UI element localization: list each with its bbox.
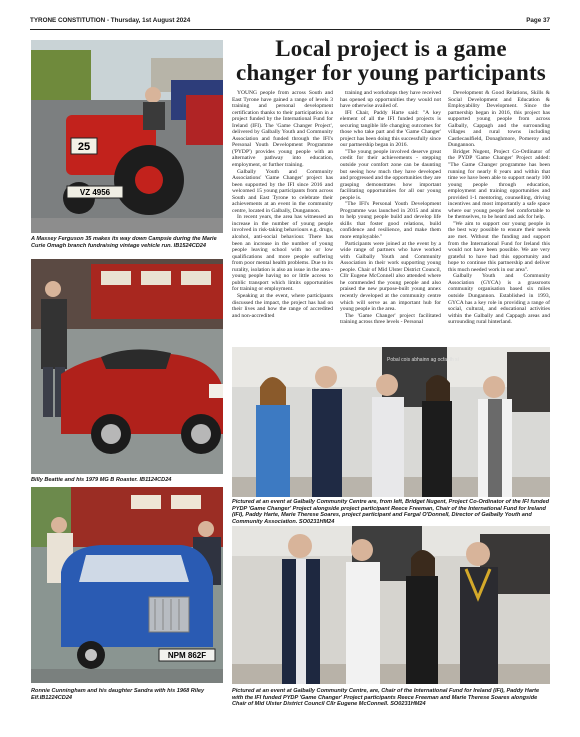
group-photo-2-caption: Pictured at an event at Galbally Community Centre, are, Chair of the International Fund for Ireland (IFI), Paddy Harte with the IFI funded PYDP 'Game Changer' Project participants Reece Freeman and Marie Therese Soares alongside Chair of Mid Ulster District Council Cllr Eugene McConnell. SO0231HM24 bbox=[232, 688, 540, 708]
riley-photo bbox=[31, 487, 223, 683]
tractor-caption: A Massey Ferguson 35 makes its way down Campsie during the Marie Curie Omagh branch fundraising vintage vehicle run. IB1524CD24 bbox=[31, 236, 217, 249]
paragraph: In recent years, the area has witnessed an increase in the number of young people involved in risk-taking behaviours e.g. drugs, alcohol, anti-social behaviour. There has been an increase in the number of young people leaving school with no or low qualifications and more people suffering from poor mental health problems. Due to its rurality, isolation is also an issue in the area - young people having no or little access to public transport which limits opportunities for training or employment. bbox=[232, 214, 333, 293]
tractor-number: 25 bbox=[77, 141, 91, 153]
paragraph: "The young people involved deserve great credit for their achievements - stepping outside your comfort zone can be daunting but seeing how much they have developed and progressed and the opportunities they are grasping demonstrates how important facilitating opportunities for all our young people is. bbox=[340, 148, 441, 201]
publication-date: TYRONE CONSTITUTION - Thursday, 1st August 2024 bbox=[30, 17, 191, 24]
article-column-1 bbox=[232, 90, 333, 319]
group-photo-1-caption: Pictured at an event at Galbally Community Centre are, from left, Bridget Nugent, Project Co-Ordinator of the IFI funded PYDP 'Game Changer' Project alongside project participant Reece Freeman, Chair of the International Fund for Ireland (IFI), Paddy Harte, Marie Therese Soares, project participant and Fergal O'Donnell, Director of Galbally Youth and Community Association. SO0231HM24 bbox=[232, 499, 550, 525]
riley-caption: Ronnie Cunningham and his daughter Sandra with his 1968 Riley Elf.IB1224CD24 bbox=[31, 688, 205, 701]
paragraph: YOUNG people from across South and East Tyrone have gained a range of levels 3 training and personal development certification thanks to their participation in a project funded by the International Fund for Ireland (IFI). The 'Game Changer Project', delivered by Galbally Youth and Community Association and funded through the IFI's Personal Youth Development Programme ('PYDP') provides young people with an alternative pathway into education, employment, or further training. bbox=[232, 90, 333, 169]
paragraph: Bridget Nugent, Project Co-Ordinator of the PYDP 'Game Changer' Project added: "The Game Changer programme has been running for nearly 8 years and within that time we have been able to support nearly 100 young people through education, employment and training opportunities and provided 1-1 mentoring, counselling, driving incentives and most importantly a safe space where our young people feel comfortable to be themselves, to be heard and ask for help. bbox=[448, 148, 550, 221]
paragraph: Galbally Youth and Community Association (GYCA) is a grassroots community organisation based six miles outside Dungannon. Established in 1993, GYCA has a key role in providing a range of social, cultural, and educational activities within the Galbally and Cappagh areas and surrounding rural hinterland. bbox=[448, 273, 550, 326]
paragraph: "The IFI's Personal Youth Development Programme was launched in 2015 and aims to help young people build and develop life skills that foster good relations, build confidence and resilience, and make them more employable." bbox=[340, 201, 441, 241]
paragraph: "We aim to support our young people in the best way possible to ensure their needs are met. Without the funding and support from the International Fund for Ireland this would not have been possible. We are very grateful to have had this opportunity and hope to continue this partnership and deliver this much needed work in our area". bbox=[448, 220, 550, 273]
banner-text: Pobal cois abhainn ag ocfaidh sí bbox=[387, 357, 459, 363]
article-column-3 bbox=[448, 90, 550, 326]
tractor-photo bbox=[31, 40, 223, 233]
paragraph: Galbally Youth and Community Associations' 'Game Changer' project has been supported by the IFI since 2016 and welcomed 15 young participants from across South and East Tyrone to celebrate their achievements at an event in the community centre, located in Galbally, Dungannon. bbox=[232, 168, 333, 214]
paragraph: Participants were joined at the event by a wide range of partners who have worked with Galbally Youth and Community Association in their work supporting young people. Chair of Mid Ulster District Council, Cllr Eugene McConnell also attended where he commended the young people and also praised the new purpose-built young annex recently developed at the community centre which will serve as an important hub for young people in the area. bbox=[340, 240, 441, 313]
article-column-2 bbox=[340, 90, 441, 326]
paragraph: The 'Game Changer' project facilitated training across three levels - Personal bbox=[340, 312, 441, 326]
paragraph: Speaking at the event, where participants discussed the impact, the project has had on their lives and how the range of accredited and non-accredited bbox=[232, 292, 333, 319]
paragraph: training and workshops they have received has opened up opportunities they would not have otherwise availed of. bbox=[340, 90, 441, 110]
page-number: Page 37 bbox=[526, 17, 550, 24]
mgb-caption: Billy Beattie and his 1979 MG B Roaster. IB1124CD24 bbox=[31, 477, 172, 483]
headline: Local project is a game changer for young participants bbox=[236, 36, 546, 85]
paragraph: IFI Chair, Paddy Harte said: "A key element of all the IFI funded projects is securing tangible life changing outcomes for those who take part and the 'Game Changer' project has been doing this successfully since our partnership began in 2016. bbox=[340, 109, 441, 149]
riley-registration: NPM 862F bbox=[167, 651, 207, 660]
group-photo-2 bbox=[232, 526, 550, 684]
paragraph: Development & Good Relations, Skills & Social Development and Education & Employability Development. Since the partnership began in 2016, this project has supported young people from across Galbally, Cappagh and the surrounding villages and rural towns including Castlecaulfield, Donaghmore, Pomeroy and Dungannon. bbox=[448, 90, 550, 149]
mgb-photo bbox=[31, 259, 223, 474]
tractor-registration: VZ 4956 bbox=[79, 188, 111, 197]
page-header bbox=[30, 13, 550, 30]
group-photo-1 bbox=[232, 347, 550, 497]
